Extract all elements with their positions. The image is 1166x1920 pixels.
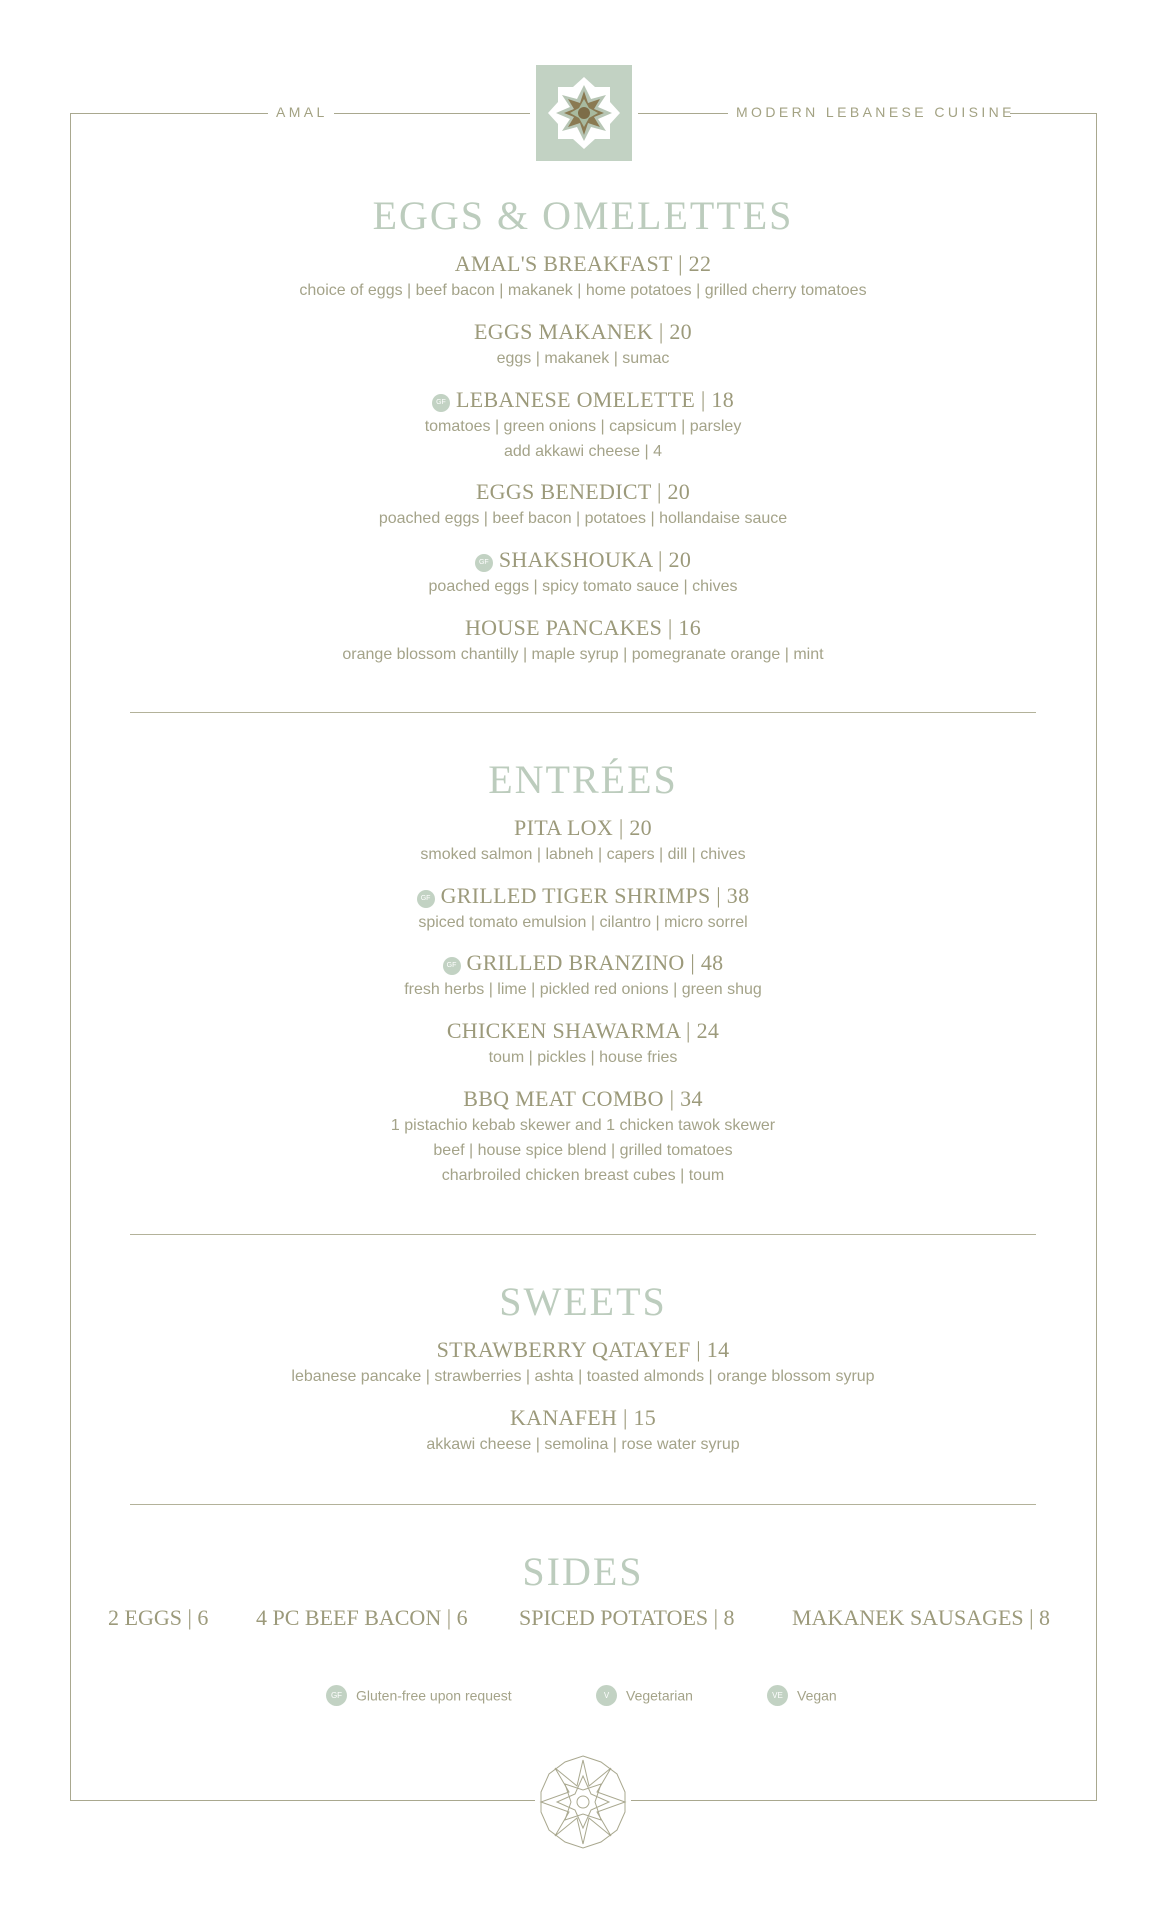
item-name: EGGS MAKANEK | 20 bbox=[474, 319, 692, 344]
menu-item bbox=[0, 882, 1166, 935]
item-desc: smoked salmon | labneh | capers | dill | chives bbox=[420, 846, 746, 863]
item-desc: spiced tomato emulsion | cilantro | micro sorrel bbox=[418, 914, 748, 931]
item-name: PITA LOX | 20 bbox=[514, 815, 652, 840]
item-name: HOUSE PANCAKES | 16 bbox=[464, 615, 702, 640]
item-name-row bbox=[0, 882, 1166, 910]
item-name: BBQ MEAT COMBO | 34 bbox=[463, 1086, 703, 1111]
item-name-row bbox=[0, 386, 1166, 414]
item-name-row bbox=[0, 546, 1166, 574]
legend-label: Vegetarian bbox=[626, 1687, 693, 1704]
item-name: CHICKEN SHAWARMA | 24 bbox=[446, 1018, 720, 1043]
item-desc: eggs | makanek | sumac bbox=[496, 350, 670, 367]
item-name: LEBANESE OMELETTE | 18 bbox=[455, 387, 735, 412]
legend-vegan bbox=[767, 1683, 837, 1706]
geometric-star-outline-icon bbox=[535, 1754, 631, 1850]
side-item: 4 PC BEEF BACON | 6 bbox=[256, 1605, 468, 1630]
section-divider bbox=[130, 712, 1036, 713]
item-desc: poached eggs | beef bacon | potatoes | hollandaise sauce bbox=[378, 510, 788, 527]
item-desc: orange blossom chantilly | maple syrup | pomegranate orange | mint bbox=[342, 646, 824, 663]
legend-vegetarian bbox=[596, 1683, 693, 1706]
section-title-entrees: ENTRÉES bbox=[488, 757, 678, 802]
gluten-free-badge: GF bbox=[443, 957, 461, 975]
item-desc: charbroiled chicken breast cubes | toum bbox=[441, 1167, 725, 1184]
item-desc: add akkawi cheese | 4 bbox=[503, 443, 663, 460]
side-item: MAKANEK SAUSAGES | 8 bbox=[792, 1605, 1051, 1630]
menu-item bbox=[0, 1336, 1166, 1389]
item-desc: poached eggs | spicy tomato sauce | chives bbox=[428, 578, 738, 595]
menu-item bbox=[0, 1017, 1166, 1070]
section-title-sides: SIDES bbox=[522, 1549, 644, 1594]
logo bbox=[536, 65, 632, 161]
item-desc: toum | pickles | house fries bbox=[488, 1049, 678, 1066]
section-divider bbox=[130, 1504, 1036, 1505]
side-item: SPICED POTATOES | 8 bbox=[519, 1605, 735, 1630]
legend-label: Gluten-free upon request bbox=[356, 1687, 512, 1704]
menu-item bbox=[0, 250, 1166, 303]
menu-item bbox=[0, 546, 1166, 599]
legend-label: Vegan bbox=[797, 1687, 837, 1704]
brand-name: AMAL bbox=[276, 104, 328, 120]
menu-item bbox=[0, 318, 1166, 371]
item-name: STRAWBERRY QATAYEF | 14 bbox=[436, 1337, 730, 1362]
legend-gluten-free bbox=[326, 1683, 512, 1706]
item-name-row bbox=[0, 949, 1166, 977]
tagline: MODERN LEBANESE CUISINE bbox=[736, 104, 1015, 120]
item-name: AMAL'S BREAKFAST | 22 bbox=[454, 251, 712, 276]
item-desc: lebanese pancake | strawberries | ashta | toasted almonds | orange blossom syrup bbox=[291, 1368, 875, 1385]
item-desc: fresh herbs | lime | pickled red onions | green shug bbox=[404, 981, 762, 998]
item-name: KANAFEH | 15 bbox=[509, 1405, 657, 1430]
gluten-free-badge: GF bbox=[475, 554, 493, 572]
menu-item bbox=[0, 478, 1166, 531]
footer-ornament bbox=[535, 1754, 631, 1850]
vegetarian-badge: V bbox=[596, 1685, 617, 1706]
section-divider bbox=[130, 1234, 1036, 1235]
menu-item bbox=[0, 1085, 1166, 1188]
menu-item bbox=[0, 949, 1166, 1002]
item-name: GRILLED BRANZINO | 48 bbox=[466, 950, 724, 975]
side-item: 2 EGGS | 6 bbox=[108, 1605, 209, 1630]
item-desc: tomatoes | green onions | capsicum | parsley bbox=[424, 418, 742, 435]
menu-item bbox=[0, 614, 1166, 667]
menu-item bbox=[0, 1404, 1166, 1457]
menu-item bbox=[0, 386, 1166, 464]
section-title-eggs: EGGS & OMELETTES bbox=[372, 193, 794, 238]
item-desc: akkawi cheese | semolina | rose water syrup bbox=[426, 1436, 740, 1453]
gluten-free-badge: GF bbox=[326, 1685, 347, 1706]
item-name: EGGS BENEDICT | 20 bbox=[475, 479, 691, 504]
item-name: SHAKSHOUKA | 20 bbox=[498, 547, 692, 572]
item-desc: choice of eggs | beef bacon | makanek | home potatoes | grilled cherry tomatoes bbox=[299, 282, 867, 299]
item-desc: beef | house spice blend | grilled tomatoes bbox=[433, 1142, 733, 1159]
vegan-badge: VE bbox=[767, 1685, 788, 1706]
gluten-free-badge: GF bbox=[417, 890, 435, 908]
menu-item bbox=[0, 814, 1166, 867]
geometric-star-icon bbox=[536, 65, 632, 161]
item-desc: 1 pistachio kebab skewer and 1 chicken tawok skewer bbox=[390, 1117, 776, 1134]
gluten-free-badge: GF bbox=[432, 394, 450, 412]
item-name: GRILLED TIGER SHRIMPS | 38 bbox=[440, 883, 750, 908]
section-title-sweets: SWEETS bbox=[499, 1279, 667, 1324]
